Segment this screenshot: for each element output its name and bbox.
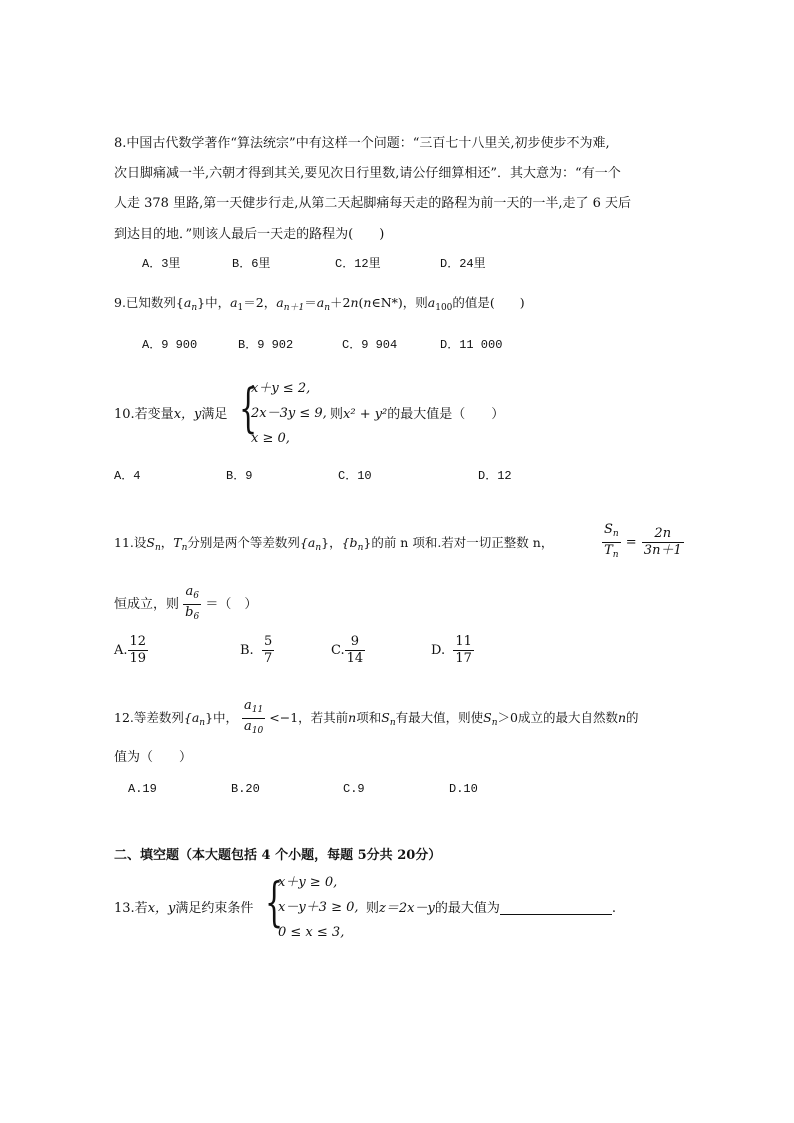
q11-option-c: C. $\frac{9}{14}$ <box>331 634 364 666</box>
q10-constraint-3: x ≥ 0, <box>251 431 290 446</box>
q13-brace: { <box>265 873 284 933</box>
q8-line-1: 8.中国古代数学著作“算法统宗”中有这样一个问题：“三百七十八里关,初步使步不为难, <box>114 136 610 151</box>
section-heading: 二、填空题（本大题包括 4 个小题，每题 5分共 20分） <box>114 848 442 863</box>
q11-option-d: D. $\frac{11}{17}$ <box>431 634 472 666</box>
q10-option-c: C．10 <box>338 469 372 483</box>
q12-line-2: 值为（ ） <box>114 750 193 765</box>
q10-tail: 则x² + y²的最大值是（ ） <box>330 407 505 422</box>
q8-line-3: 人走 378 里路,第一天健步行走,从第二天起脚痛每天走的路程为前一天的一半,走了 6 天后 <box>114 196 632 211</box>
q8-option-b: B．6里 <box>232 257 271 271</box>
q9-option-d: D．11 000 <box>440 338 503 352</box>
q9-option-c: C．9 904 <box>342 338 398 352</box>
q9-stem: 9.已知数列$\{a_n\}$中，$a_1=2$，$a_{n+1}=a_n+2n(n\in N*)$，则$a_{100}$的值是( ) <box>114 295 525 313</box>
q11-ratio-fraction: $\frac{S_n}{T_n}$ = $\frac{2n}{3n+1}$ <box>602 522 684 563</box>
q12-option-c: C.9 <box>343 782 365 796</box>
q8-option-d: D．24里 <box>440 257 486 271</box>
q8-line-4: 到达目的地．”则该人最后一天走的路程为( ) <box>114 227 385 242</box>
q11-option-a: A. $\frac{12}{19}$ <box>114 634 147 666</box>
q11-stem: 11.设$S_n$，$T_n$分别是两个等差数列$\{a_n\}$，$\{b_n\}$的前 n 项和.若对一切正整数 n， <box>114 535 554 553</box>
q10-constraint-2: 2x－3y ≤ 9, <box>251 406 327 421</box>
q9-option-b: B．9 902 <box>238 338 294 352</box>
q13-prefix: 13.若x，y满足约束条件 <box>114 901 254 916</box>
q8-option-c: C．12里 <box>335 257 381 271</box>
q13-answer-blank[interactable] <box>500 900 612 915</box>
q11-line-2: 恒成立，则 $\frac{a_6}{b_6}$ ＝（ ） <box>114 584 257 625</box>
q9-option-a: A．9 900 <box>142 338 198 352</box>
q11-option-b: B. $\frac{5}{7}$ <box>240 634 273 666</box>
q12-option-b: B.20 <box>231 782 260 796</box>
q10-option-a: A．4 <box>114 469 141 483</box>
q13-constraint-1: x＋y ≥ 0, <box>278 875 338 890</box>
q12-stem: 12.等差数列$\{a_n\}$中， $\frac{a_{11}}{a_{10}}$ <−1，若其前n项和$S_n$有最大值，则使$S_n>0$成立的最大自然数n的 <box>114 698 639 739</box>
q13-tail: 则z＝2x－y的最大值为 . <box>366 901 616 916</box>
q12-option-a: A.19 <box>128 782 157 796</box>
q8-option-a: A．3里 <box>142 257 181 271</box>
q10-brace: { <box>239 379 258 439</box>
q12-option-d: D.10 <box>449 782 478 796</box>
q13-constraint-2: x－y＋3 ≥ 0, <box>278 900 359 915</box>
q10-constraint-1: x＋y ≤ 2, <box>251 381 311 396</box>
q10-option-d: D．12 <box>478 469 512 483</box>
q13-constraint-3: 0 ≤ x ≤ 3, <box>278 925 345 940</box>
q10-prefix: 10.若变量x，y满足 <box>114 407 228 422</box>
q10-option-b: B．9 <box>226 469 253 483</box>
q8-line-2: 次日脚痛减一半,六朝才得到其关,要见次日行里数,请公仔细算相还”．其大意为：“有一个 <box>114 166 621 181</box>
